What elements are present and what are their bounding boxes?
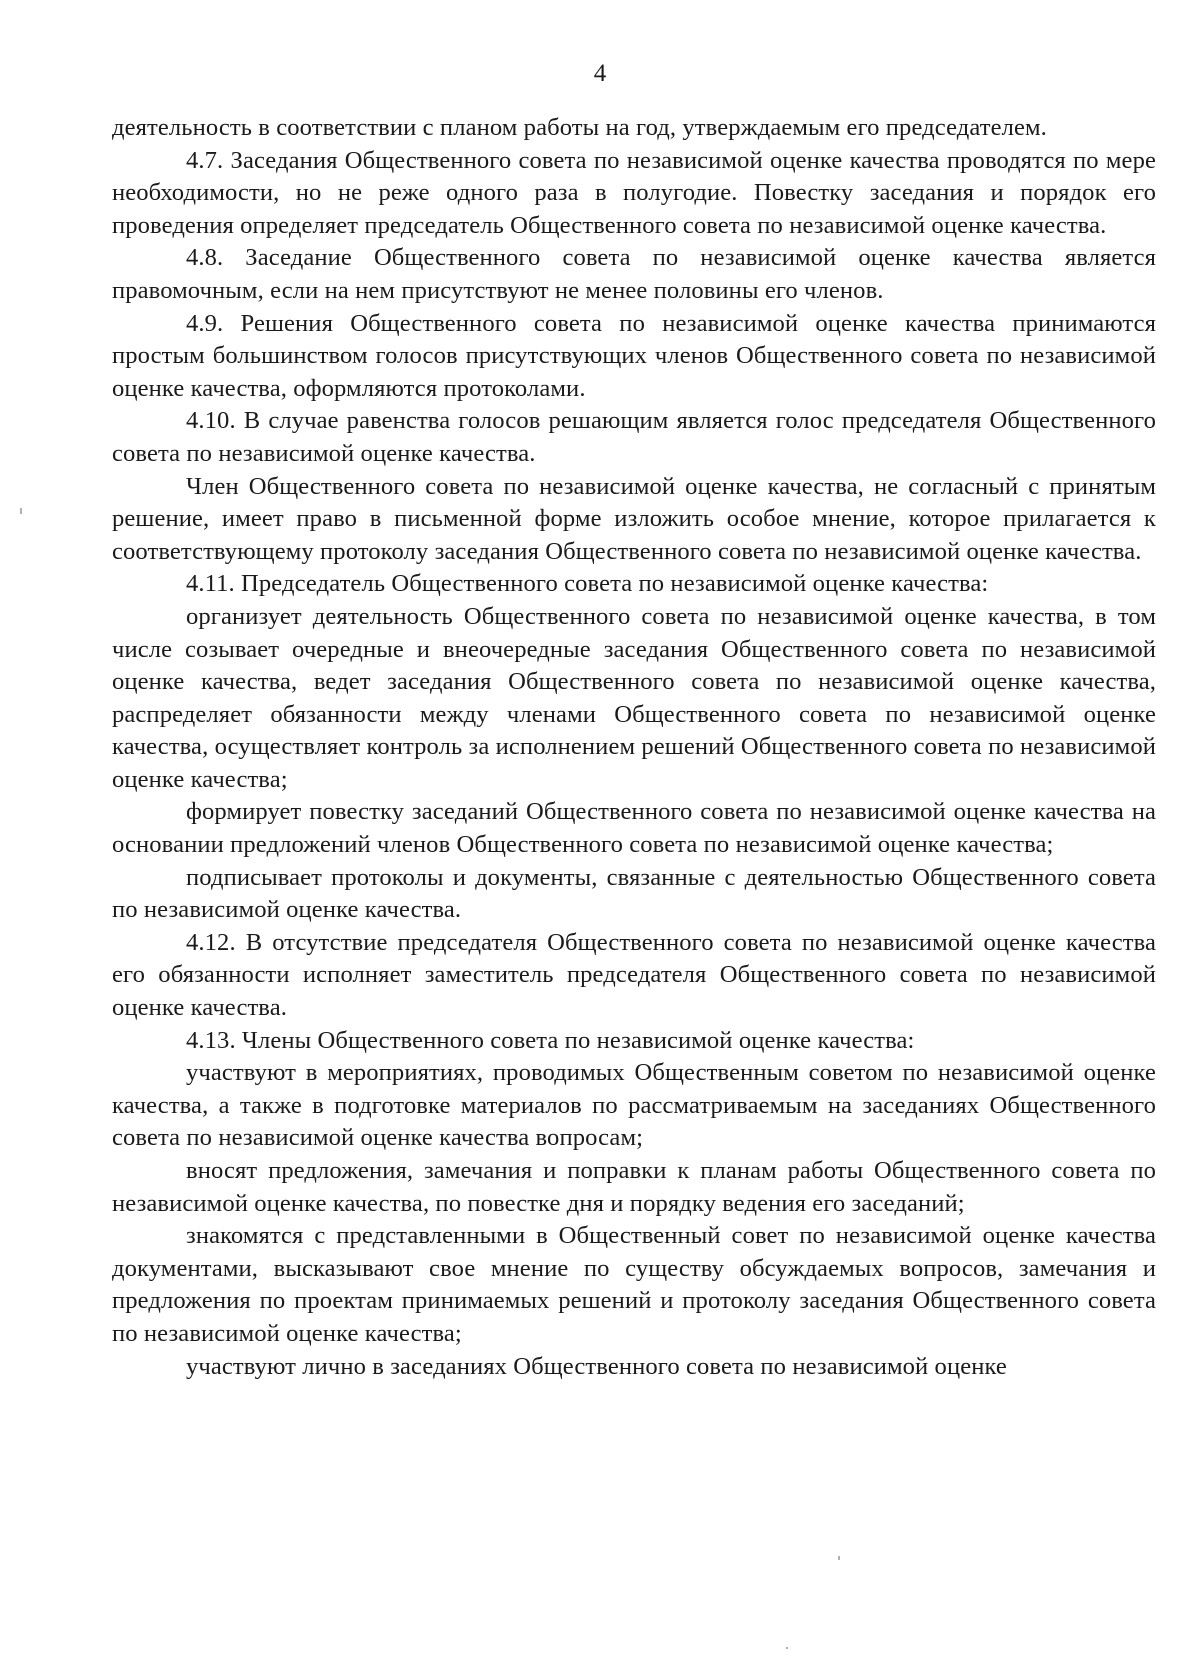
paragraph-members-review: знакомятся с представленными в Общественный совет по независимой оценке качества документами, высказывают свое мнение по существу обсуждаемых вопросов, замечания и предложения по проектам принимаемых решений и протоколу заседания Общественного совета по независимой оценке качества; — [112, 1222, 1156, 1347]
paragraph-4-8: 4.8. Заседание Общественного совета по независимой оценке качества является правомочным, если на нем присутствуют не менее половины его членов. — [112, 244, 1156, 304]
paragraph-4-7: 4.7. Заседания Общественного совета по независимой оценке качества проводятся по мере необходимости, но не реже одного раза в полугодие. Повестку заседания и порядок его проведения определяет председатель Общественного совета по независимой оценке качества. — [112, 146, 1156, 239]
paragraph-members-participate: участвуют в мероприятиях, проводимых Общественным советом по независимой оценке качества, а также в подготовке материалов по рассматриваемым на заседаниях Общественного совета по независимой оценке качества вопросам; — [112, 1059, 1156, 1152]
paragraph-4-10: 4.10. В случае равенства голосов решающим является голос председателя Общественного совета по независимой оценке качества. — [112, 407, 1156, 467]
paragraph-4-9: 4.9. Решения Общественного совета по независимой оценке качества принимаются простым большинством голосов присутствующих членов Общественного совета по независимой оценке качества, оформляются протоколами. — [112, 309, 1156, 402]
paragraph-dissenting-opinion: Член Общественного совета по независимой оценке качества, не согласный с принятым решение, имеет право в письменной форме изложить особое мнение, которое прилагается к соответствующему протоколу заседания Общественного совета по независимой оценке качества. — [112, 472, 1156, 565]
document-body — [112, 112, 1156, 1383]
paragraph-4-13: 4.13. Члены Общественного совета по независимой оценке качества: — [186, 1026, 915, 1054]
paragraph-chair-organizes: организует деятельность Общественного совета по независимой оценке качества, в том числе созывает очередные и внеочередные заседания Общественного совета по независимой оценке качества, ведет заседания Общественного совета по независимой оценке качества, распределяет обязанности между членами Общественного совета по независимой оценке качества, осуществляет контроль за исполнением решений Общественного совета по независимой оценке качества; — [112, 602, 1156, 793]
paragraph-4-11: 4.11. Председатель Общественного совета по независимой оценке качества: — [186, 570, 989, 598]
paragraph-chair-signs: подписывает протоколы и документы, связанные с деятельностью Общественного совета по независимой оценке качества. — [112, 863, 1156, 924]
scan-speck — [838, 1556, 840, 1560]
paragraph-members-propose: вносят предложения, замечания и поправки к планам работы Общественного совета по независимой оценке качества, по повестке дня и порядку ведения его заседаний; — [112, 1157, 1156, 1217]
scan-speck — [786, 1647, 788, 1649]
paragraph-chair-agenda: формирует повестку заседаний Общественного совета по независимой оценке качества на основании предложений членов Общественного совета по независимой оценке качества; — [112, 798, 1156, 859]
paragraph-members-attend: участвуют лично в заседаниях Общественного совета по независимой оценке — [186, 1352, 1007, 1380]
paragraph-continuation: деятельность в соответствии с планом работы на год, утверждаемым его председателем. — [112, 114, 1047, 141]
scan-speck — [20, 508, 22, 514]
page-number: 4 — [593, 60, 607, 87]
paragraph-4-12: 4.12. В отсутствие председателя Общественного совета по независимой оценке качества его обязанности исполняет заместитель председателя Общественного совета по независимой оценке качества. — [112, 928, 1156, 1022]
